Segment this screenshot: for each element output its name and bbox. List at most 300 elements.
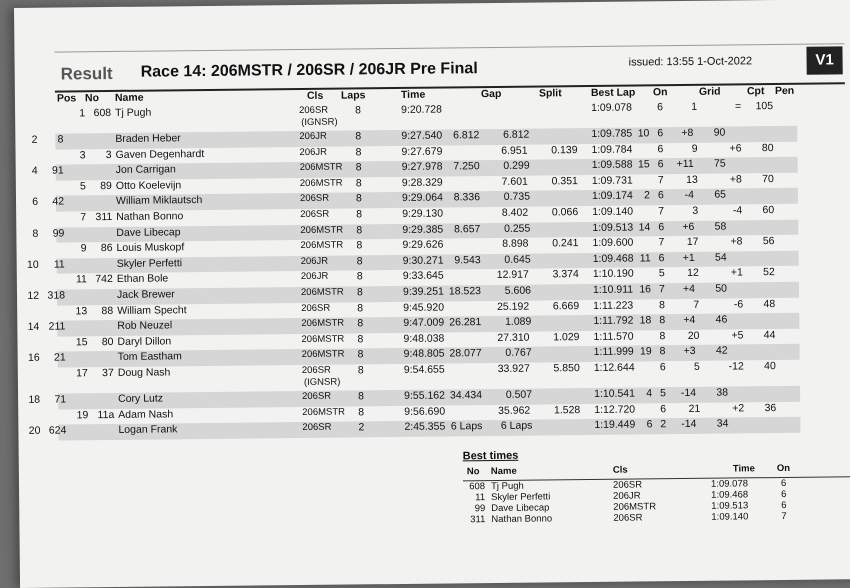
- best-cls-cell: 206JR: [613, 490, 641, 502]
- gap-cell: 6.951: [501, 144, 528, 157]
- best-lap-cell: 1:11.223: [593, 299, 634, 312]
- best-lap-cell: 1:09.731: [591, 174, 633, 187]
- cls-cell: 206MSTR: [301, 317, 345, 330]
- no-cell: 37: [102, 366, 114, 380]
- on-cell: 7: [658, 283, 665, 296]
- laps-cell: 8: [358, 405, 365, 418]
- best-time-cell: 1:09.468: [711, 489, 749, 501]
- grid-change-cell: =: [734, 100, 742, 113]
- time-cell: 9:30.271: [402, 254, 444, 267]
- pos-cell: 4: [31, 164, 38, 178]
- laps-cell: 8: [356, 255, 363, 268]
- name-cell: Daryl Dillon: [117, 335, 172, 348]
- gap-cell: 33.927: [497, 362, 530, 375]
- gap-cell: 6 Laps: [450, 420, 483, 433]
- laps-cell: 8: [356, 270, 363, 283]
- time-cell: 9:29.626: [402, 238, 444, 252]
- laps-cell: 8: [356, 286, 363, 299]
- grid-change-cell: +8: [681, 126, 694, 140]
- no-cell: 608: [93, 106, 112, 120]
- grid-cell: 21: [688, 402, 701, 415]
- name-cell: Jon Carrigan: [115, 163, 176, 177]
- results-table: [26, 99, 848, 440]
- cpt-cell: 42: [715, 344, 728, 357]
- result-label: Result: [60, 63, 113, 84]
- col-best-lap: Best Lap: [590, 86, 636, 99]
- name-cell: Otto Koelevijn: [115, 179, 182, 192]
- time-cell: 9:33.645: [402, 269, 444, 283]
- col-pos: Pos: [56, 92, 77, 105]
- grid-change-cell: -14: [680, 386, 697, 399]
- grid-cell: 12: [687, 267, 699, 280]
- time-cell: 9:27.679: [401, 145, 443, 158]
- col-time: Time: [400, 88, 426, 101]
- on-cell: 7: [658, 236, 665, 249]
- split-cell: 6 Laps: [500, 419, 533, 433]
- grid-cell: 1: [691, 100, 698, 113]
- gap-cell: 6.812: [453, 129, 480, 142]
- best-name-cell: Nathan Bonno: [491, 513, 553, 526]
- pos-cell: 12: [27, 289, 40, 302]
- grid-cell: 17: [686, 236, 699, 249]
- pos-cell: 1: [79, 107, 86, 120]
- no-cell: 3: [105, 148, 112, 161]
- grid-change-cell: -4: [684, 189, 695, 202]
- col-cls: Cls: [306, 89, 324, 102]
- cpt-cell: 56: [762, 235, 775, 248]
- pos-cell: 15: [75, 335, 88, 349]
- best-lap-cell: 1:09.785: [591, 127, 633, 140]
- gap-cell: 34.434: [449, 389, 483, 402]
- name-cell: William Specht: [117, 303, 187, 317]
- on-cell: 5: [660, 387, 666, 400]
- no-cell: 11: [53, 258, 65, 271]
- col-cpt: Cpt: [746, 85, 765, 98]
- on-cell: 6: [657, 101, 663, 114]
- best-col-no: No: [466, 466, 480, 478]
- pos-cell: 13: [75, 304, 88, 317]
- name-cell: Tom Eastham: [117, 350, 182, 364]
- pos-cell: 10: [26, 258, 39, 271]
- time-cell: 2:45.355: [404, 420, 446, 434]
- name-cell: Nathan Bonno: [116, 210, 184, 223]
- split-cell: 1.029: [553, 330, 580, 344]
- laps-cell: 8: [357, 333, 364, 346]
- split-cell: 0.351: [551, 174, 578, 188]
- cls-cell: 206SR: [299, 193, 330, 205]
- gap-cell: 28.077: [449, 347, 482, 360]
- time-cell: 9:48.038: [403, 332, 445, 345]
- no-cell: 86: [100, 242, 113, 255]
- grid-change-cell: +4: [682, 282, 696, 295]
- grid-change-cell: +1: [730, 266, 743, 279]
- best-cls-cell: 206SR: [613, 512, 643, 524]
- pos-cell: 19: [76, 408, 89, 421]
- pos-cell: 9: [80, 242, 87, 255]
- best-lap-cell: 1:09.468: [592, 252, 634, 265]
- cpt-cell: 46: [715, 313, 728, 326]
- time-cell: 9:29.064: [401, 191, 443, 205]
- gap-cell: 12.917: [496, 268, 529, 282]
- no-cell: 71: [54, 393, 67, 406]
- gap-cell: 8.402: [501, 206, 529, 219]
- best-time-cell: 1:09.078: [710, 478, 749, 490]
- name-cell: Doug Nash: [117, 366, 171, 379]
- name-cell: Tj Pugh: [115, 106, 152, 119]
- time-cell: 9:56.690: [404, 405, 446, 418]
- pos-cell: 20: [28, 424, 41, 437]
- best-lap-cell: 1:11.792: [593, 314, 634, 328]
- on-cell: 5: [658, 267, 665, 280]
- cls-cell: 206MSTR: [302, 406, 346, 418]
- gap-cell: 35.962: [498, 404, 531, 417]
- split-cell: 6.669: [552, 299, 580, 312]
- best-lap-cell: 1:09.600: [592, 236, 634, 250]
- grid-change-cell: +3: [683, 345, 696, 358]
- grid-change-cell: +6: [682, 220, 695, 233]
- best-lap-cell: 1:09.784: [591, 143, 633, 156]
- on-cell: 6: [657, 142, 664, 155]
- no-cell: 211: [48, 320, 66, 333]
- name-cell: Dave Libecap: [116, 225, 181, 239]
- on-cell: 8: [659, 314, 666, 327]
- best-col-name: Name: [490, 465, 517, 478]
- cpt-cell: 50: [715, 282, 728, 295]
- name-cell: Ethan Bole: [116, 272, 169, 286]
- laps-cell: 8: [355, 145, 362, 159]
- best-lap-cell: 1:09.140: [592, 205, 634, 218]
- laps-cell: 8: [358, 390, 364, 403]
- laps-cell: 8: [355, 161, 362, 174]
- gap-cell: 8.336: [453, 191, 481, 204]
- col-laps: Laps: [340, 89, 366, 102]
- split-cell: 0.299: [503, 159, 530, 173]
- best-no-cell: 11: [475, 492, 486, 504]
- name-cell: Jack Brewer: [116, 288, 175, 301]
- col-grid: Grid: [698, 85, 721, 98]
- laps-cell: 8: [355, 192, 362, 205]
- laps-cell: 8: [355, 130, 362, 143]
- best-col-on: On: [776, 462, 791, 475]
- pos-cell: 7: [80, 211, 87, 224]
- gap-cell: 18.523: [448, 285, 482, 298]
- split-cell: 0.735: [503, 190, 531, 204]
- grid-cell: 3: [692, 204, 699, 217]
- cls-cell: 206MSTR: [300, 239, 344, 252]
- gap-cell: 26.281: [449, 316, 482, 329]
- cls-cell: 206JR: [299, 130, 327, 143]
- col-pen: Pen: [774, 84, 795, 98]
- name-cell: Gaven Degenhardt: [115, 147, 205, 161]
- split-cell: 0.255: [503, 222, 531, 235]
- laps-cell: 8: [357, 301, 364, 314]
- on-cell: 6: [660, 402, 667, 415]
- cpt-cell: 90: [713, 126, 726, 139]
- best-on-cell: 7: [781, 510, 787, 522]
- no-cell: 742: [95, 273, 113, 286]
- cls-cell: 206MSTR: [299, 177, 343, 189]
- cpt-cell: 105: [755, 100, 774, 113]
- col-split: Split: [538, 87, 562, 100]
- on-cell: 6: [657, 158, 664, 171]
- laps-cell: 2: [358, 421, 365, 434]
- pos-cell: 18: [28, 393, 41, 406]
- col-no: No: [84, 92, 100, 105]
- cls-cell: 206MSTR: [299, 161, 343, 174]
- cpt-cell: 70: [762, 172, 774, 185]
- time-cell: 9:27.978: [401, 160, 443, 174]
- laps-cell: 8: [357, 317, 364, 330]
- split-cell: 5.606: [504, 284, 532, 297]
- on-cell: 6: [657, 127, 664, 140]
- name-cell: Braden Heber: [115, 132, 181, 145]
- on-cell: 8: [659, 329, 666, 342]
- gap-cell: 27.310: [497, 331, 530, 344]
- best-lap-cell: 1:09.174: [591, 189, 633, 203]
- grid-change-cell: +11: [676, 158, 694, 171]
- grid-change-cell: +4: [683, 314, 696, 327]
- on-cell: 7: [657, 173, 664, 187]
- best-lap-cell: 1:10.190: [592, 267, 634, 281]
- time-cell: 9:29.385: [402, 223, 444, 236]
- best-lap-cell: 1:12.720: [594, 403, 636, 416]
- best-name-cell: Skyler Perfetti: [491, 491, 551, 504]
- split-cell: 0.645: [504, 253, 531, 266]
- gap-cell: 9.543: [454, 253, 481, 267]
- pos-cell: 8: [32, 227, 39, 240]
- best-times-title: Best times: [462, 449, 519, 463]
- time-cell: 9:47.009: [403, 316, 445, 330]
- laps-cell: 8: [355, 104, 361, 117]
- best-lap-cell: 1:12.644: [593, 361, 635, 374]
- grid-cell: 6: [646, 418, 653, 431]
- split-cell: 0.066: [551, 206, 579, 219]
- best-on-cell: 6: [781, 488, 787, 500]
- split-cell: 1.528: [553, 403, 581, 416]
- pos-cell: 14: [27, 320, 40, 333]
- version-badge: V1: [806, 46, 842, 74]
- issued-timestamp: issued: 13:55 1-Oct-2022: [628, 55, 753, 69]
- no-cell: 311: [95, 210, 113, 224]
- grid-cell: 11: [639, 252, 651, 265]
- cpt-cell: 60: [762, 204, 775, 217]
- best-times: [463, 446, 850, 525]
- time-cell: 9:39.251: [402, 285, 444, 298]
- split-cell: 0.139: [551, 143, 578, 156]
- no-cell: 8: [57, 133, 64, 146]
- name-cell: Rob Neuzel: [117, 319, 173, 333]
- no-cell: 91: [51, 164, 64, 177]
- grid-change-cell: -14: [681, 417, 697, 431]
- grid-change-cell: +2: [732, 401, 745, 415]
- col-on: On: [652, 86, 668, 99]
- grid-change-cell: -6: [733, 297, 744, 311]
- best-lap-cell: 1:11.570: [593, 330, 634, 343]
- laps-cell: 8: [356, 208, 363, 221]
- best-time-cell: 1:09.513: [711, 500, 749, 512]
- on-cell: 8: [659, 298, 666, 311]
- no-cell: 89: [100, 179, 112, 192]
- cpt-cell: 58: [714, 220, 727, 233]
- no-cell: 318: [47, 289, 66, 302]
- pos-cell: 5: [79, 180, 86, 193]
- best-times-rows: [463, 477, 850, 525]
- gap-cell: 7.601: [501, 175, 528, 188]
- split-cell: 0.767: [505, 346, 532, 360]
- time-cell: 9:27.540: [401, 129, 443, 142]
- cpt-cell: 40: [764, 359, 776, 373]
- cpt-cell: 80: [761, 141, 774, 154]
- cls-cell: 206JR: [299, 146, 328, 158]
- cls-cell: 206SR: [299, 104, 329, 117]
- name-cell: Louis Muskopf: [116, 241, 185, 255]
- best-lap-cell: 1:10.541: [594, 387, 636, 400]
- laps-cell: 8: [357, 348, 364, 361]
- cpt-cell: 75: [713, 157, 726, 170]
- split-cell: 3.374: [552, 268, 579, 281]
- pos-cell: 3: [79, 148, 86, 161]
- best-col-time: Time: [732, 463, 755, 475]
- best-lap-cell: 1:09.078: [591, 101, 633, 114]
- on-cell: 6: [657, 189, 664, 202]
- split-cell: 5.850: [553, 362, 580, 375]
- no-cell: 80: [101, 335, 114, 348]
- time-cell: 9:29.130: [402, 207, 444, 220]
- no-cell: 11a: [97, 408, 115, 421]
- grid-cell: 4: [646, 387, 653, 400]
- best-lap-cell: 1:09.513: [592, 221, 634, 234]
- results-sheet: [14, 0, 850, 588]
- gap-cell: 8.657: [453, 222, 481, 235]
- gap-cell: 8.898: [502, 237, 529, 251]
- pos-cell: 2: [31, 133, 38, 146]
- grid-change-cell: -12: [728, 360, 744, 373]
- gap-cell: 25.192: [496, 300, 530, 313]
- time-cell: 9:54.655: [403, 363, 445, 376]
- time-cell: 9:45.920: [403, 301, 445, 314]
- grid-change-cell: +6: [729, 141, 742, 155]
- grid-cell: 9: [691, 142, 698, 155]
- split-cell: 0.241: [552, 237, 579, 250]
- on-cell: 6: [658, 220, 665, 233]
- grid-cell: 19: [639, 345, 652, 358]
- laps-cell: 8: [357, 364, 364, 377]
- cls-note-cell: (IGNSR): [301, 116, 338, 128]
- name-cell: Cory Lutz: [118, 392, 164, 405]
- best-on-cell: 6: [780, 477, 787, 489]
- cls-cell: 206MSTR: [300, 286, 344, 298]
- best-lap-cell: 1:11.999: [593, 345, 634, 359]
- pos-cell: 16: [27, 352, 40, 365]
- grid-cell: 14: [638, 220, 651, 234]
- col-gap: Gap: [480, 87, 502, 101]
- cls-cell: 206SR: [302, 421, 332, 434]
- on-cell: 6: [658, 251, 665, 265]
- cpt-cell: 36: [764, 401, 777, 414]
- time-cell: 9:55.162: [404, 389, 446, 402]
- on-cell: 2: [660, 418, 667, 431]
- time-cell: 9:28.329: [401, 176, 443, 189]
- best-time-cell: 1:09.140: [711, 511, 749, 523]
- laps-cell: 8: [355, 177, 362, 190]
- name-cell: Skyler Perfetti: [116, 257, 183, 270]
- cls-cell: 206SR: [302, 390, 332, 402]
- grid-change-cell: +1: [682, 251, 695, 264]
- no-cell: 624: [48, 424, 67, 437]
- cpt-cell: 44: [763, 328, 776, 341]
- best-on-cell: 6: [781, 499, 787, 511]
- cpt-cell: 34: [716, 417, 729, 430]
- cls-cell: 206MSTR: [300, 224, 344, 236]
- on-cell: 8: [659, 345, 666, 358]
- best-col-cls: Cls: [612, 464, 628, 476]
- race-title: Race 14: 206MSTR / 206SR / 206JR Pre Final: [140, 60, 478, 81]
- best-no-cell: 311: [470, 514, 486, 526]
- cls-cell: 206SR: [301, 302, 331, 314]
- pos-cell: 11: [75, 273, 87, 286]
- best-name-cell: Dave Libecap: [491, 502, 550, 515]
- grid-cell: 7: [693, 298, 700, 311]
- pos-cell: 17: [76, 367, 88, 380]
- grid-cell: 10: [637, 127, 650, 140]
- grid-cell: 5: [693, 360, 700, 373]
- no-cell: 21: [53, 351, 66, 364]
- grid-cell: 20: [687, 329, 700, 342]
- on-cell: 7: [658, 205, 665, 218]
- cls-cell: 206MSTR: [301, 333, 345, 345]
- grid-change-cell: +5: [731, 329, 744, 342]
- grid-cell: 18: [639, 314, 652, 327]
- cls-cell: 206JR: [300, 271, 329, 283]
- col-name: Name: [114, 91, 144, 104]
- on-cell: 6: [659, 361, 666, 374]
- no-cell: 42: [52, 195, 65, 208]
- cls-cell: 206SR: [301, 364, 331, 376]
- cls-cell: 206SR: [300, 208, 330, 220]
- cls-cell: 206JR: [300, 255, 329, 267]
- best-cls-cell: 206SR: [612, 479, 643, 491]
- best-lap-cell: 1:19.449: [594, 418, 636, 432]
- grid-cell: 13: [686, 173, 698, 186]
- gap-cell: 7.250: [453, 160, 480, 173]
- grid-cell: 15: [637, 158, 650, 171]
- laps-cell: 8: [356, 239, 363, 252]
- name-cell: Logan Frank: [118, 423, 178, 437]
- grid-change-cell: +8: [730, 235, 743, 248]
- pos-cell: 6: [32, 196, 39, 209]
- cpt-cell: 52: [763, 266, 775, 279]
- grid-cell: 2: [644, 189, 651, 202]
- split-cell: 1.089: [504, 315, 532, 328]
- laps-cell: 8: [356, 223, 363, 236]
- cpt-cell: 48: [763, 297, 776, 310]
- best-cls-cell: 206MSTR: [613, 501, 657, 513]
- split-cell: 6.812: [503, 128, 530, 141]
- no-cell: 99: [52, 227, 65, 240]
- time-cell: 9:20.728: [401, 103, 443, 116]
- time-cell: 9:48.805: [403, 347, 445, 361]
- no-cell: 88: [101, 304, 114, 317]
- best-no-cell: 99: [474, 503, 486, 515]
- best-lap-cell: 1:10.911: [592, 283, 634, 296]
- split-cell: 0.507: [505, 388, 533, 401]
- name-cell: Adam Nash: [118, 407, 174, 421]
- best-lap-cell: 1:09.588: [591, 158, 633, 172]
- grid-cell: 16: [639, 283, 652, 296]
- best-no-cell: 608: [469, 481, 486, 493]
- grid-change-cell: -4: [732, 204, 743, 217]
- grid-change-cell: +8: [729, 173, 742, 186]
